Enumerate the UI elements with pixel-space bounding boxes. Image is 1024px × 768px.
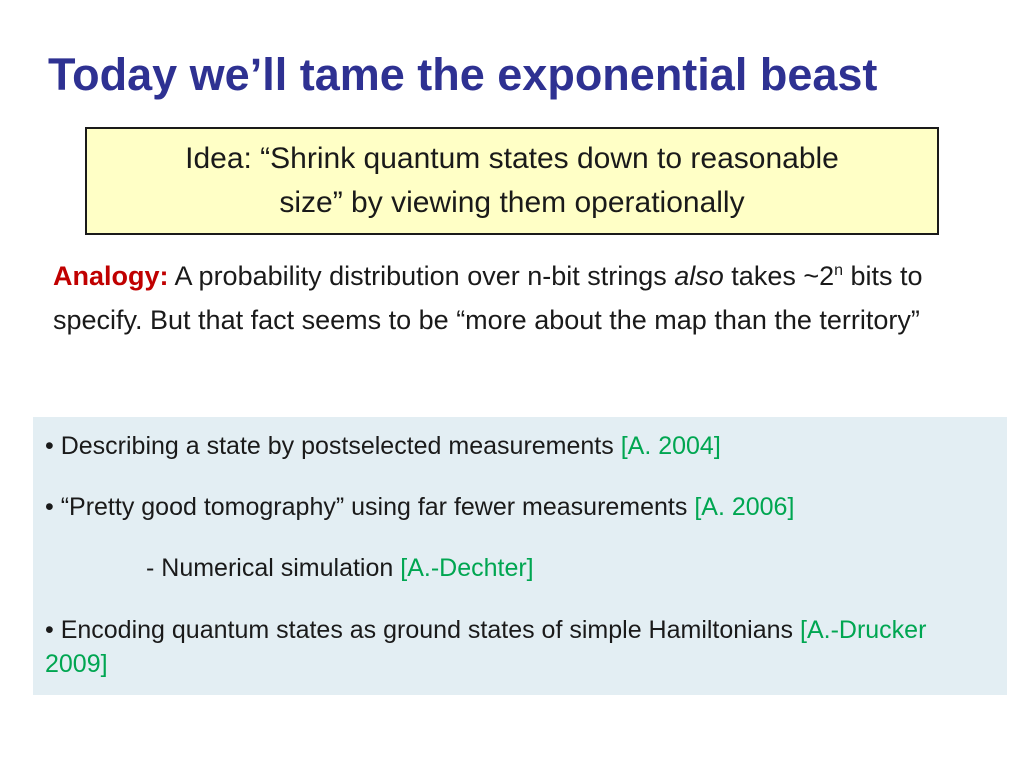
citation: [A. 2006] [694,493,795,521]
analogy-text-1: A probability distribution over n-bit strings [168,261,675,291]
citation: [A.-Drucker 2009] [45,616,927,678]
citation: [A.-Dechter] [400,554,534,582]
reference-text: • Describing a state by postselected measurements [45,432,621,460]
reference-text: - Numerical simulation [146,554,401,582]
reference-sub-item [146,551,534,585]
idea-line-2: size” by viewing them operationally [279,186,745,219]
citation: [A. 2004] [620,432,721,460]
reference-item [45,613,995,681]
slide-title: Today we’ll tame the exponential beast [48,49,878,100]
analogy-superscript: n [834,262,844,279]
references-box [33,417,1007,695]
analogy-text-3: bits to specify. But that fact seems to be “more about the map than the territory” [53,261,923,335]
analogy-paragraph [53,254,1003,342]
idea-callout-box [85,127,939,235]
reference-text: • “Pretty good tomography” using far fewer measurements [45,493,695,521]
analogy-text-2: takes ~2 [723,261,835,291]
idea-text [185,137,839,225]
reference-item [45,490,794,524]
idea-line-1: Idea: “Shrink quantum states down to reasonable [185,142,839,175]
reference-item [45,429,721,463]
analogy-emphasis: also [674,261,724,291]
reference-text: • Encoding quantum states as ground states of simple Hamiltonians [45,616,800,644]
analogy-label: Analogy: [53,261,169,291]
